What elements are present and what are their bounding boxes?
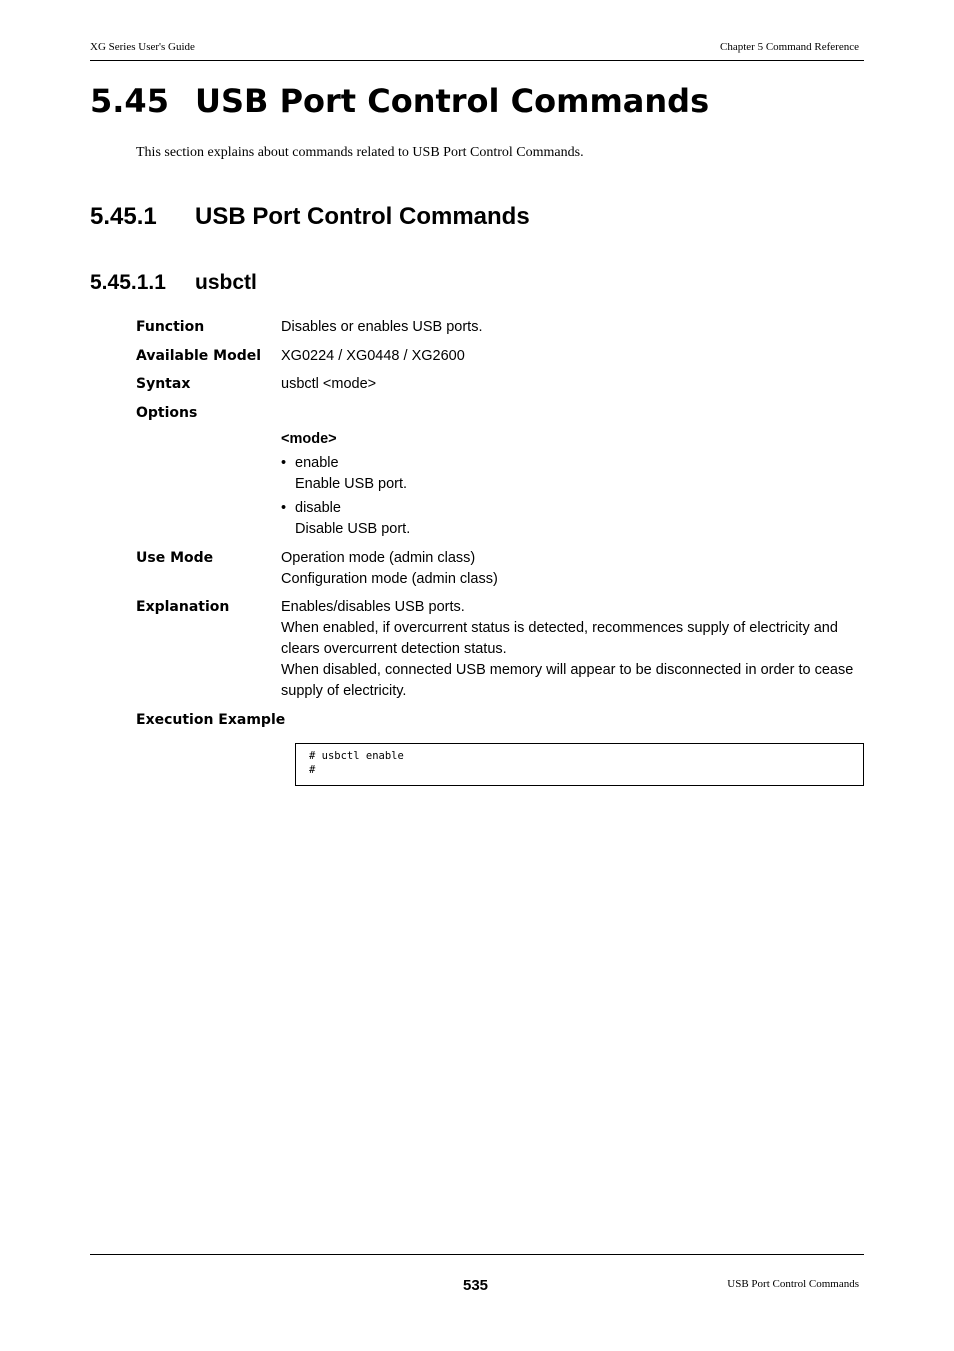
explanation-line: When enabled, if overcurrent status is detected, recommences supply of electricity and xyxy=(281,620,838,636)
command-title: usbctl xyxy=(195,271,257,294)
option-bullet: • xyxy=(281,500,287,516)
use-mode-label: Use Mode xyxy=(136,550,214,566)
use-mode-line: Configuration mode (admin class) xyxy=(281,571,498,587)
command-heading xyxy=(90,271,257,295)
subsection-title: USB Port Control Commands xyxy=(195,203,530,230)
subsection-heading xyxy=(90,203,530,231)
option-bullet: • xyxy=(281,455,287,471)
running-footer-right: USB Port Control Commands xyxy=(727,1278,859,1290)
syntax-value: usbctl <mode> xyxy=(281,376,377,392)
running-header-left: XG Series User's Guide xyxy=(90,41,195,53)
command-number: 5.45.1.1 xyxy=(90,271,166,294)
section-number: 5.45 xyxy=(90,82,169,120)
section-heading xyxy=(90,82,709,120)
code-line: # xyxy=(309,764,316,776)
execution-example-box xyxy=(295,743,864,786)
section-intro: This section explains about commands related to USB Port Control Commands. xyxy=(136,145,584,160)
explanation-line: supply of electricity. xyxy=(281,683,407,699)
options-label: Options xyxy=(136,405,198,421)
function-value: Disables or enables USB ports. xyxy=(281,319,483,335)
code-block xyxy=(309,749,404,777)
available-model-value: XG0224 / XG0448 / XG2600 xyxy=(281,348,465,364)
header-rule xyxy=(90,60,864,61)
explanation-line: When disabled, connected USB memory will appear to be disconnected in order to cease xyxy=(281,662,854,678)
syntax-label: Syntax xyxy=(136,376,191,392)
explanation-line: Enables/disables USB ports. xyxy=(281,599,465,615)
code-line: # usbctl enable xyxy=(309,750,404,762)
option-desc-disable: Disable USB port. xyxy=(295,521,411,537)
subsection-number: 5.45.1 xyxy=(90,203,157,230)
option-name-disable: disable xyxy=(295,500,341,516)
page-number: 535 xyxy=(463,1277,489,1294)
section-title: USB Port Control Commands xyxy=(195,82,710,120)
option-param: <mode> xyxy=(281,431,337,447)
function-label: Function xyxy=(136,319,205,335)
running-header-right: Chapter 5 Command Reference xyxy=(720,41,859,53)
option-name-enable: enable xyxy=(295,455,339,471)
explanation-line: clears overcurrent detection status. xyxy=(281,641,507,657)
use-mode-line: Operation mode (admin class) xyxy=(281,550,476,566)
execution-example-label: Execution Example xyxy=(136,712,286,728)
available-model-label: Available Model xyxy=(136,348,262,364)
footer-rule xyxy=(90,1254,864,1255)
explanation-label: Explanation xyxy=(136,599,230,615)
option-desc-enable: Enable USB port. xyxy=(295,476,408,492)
